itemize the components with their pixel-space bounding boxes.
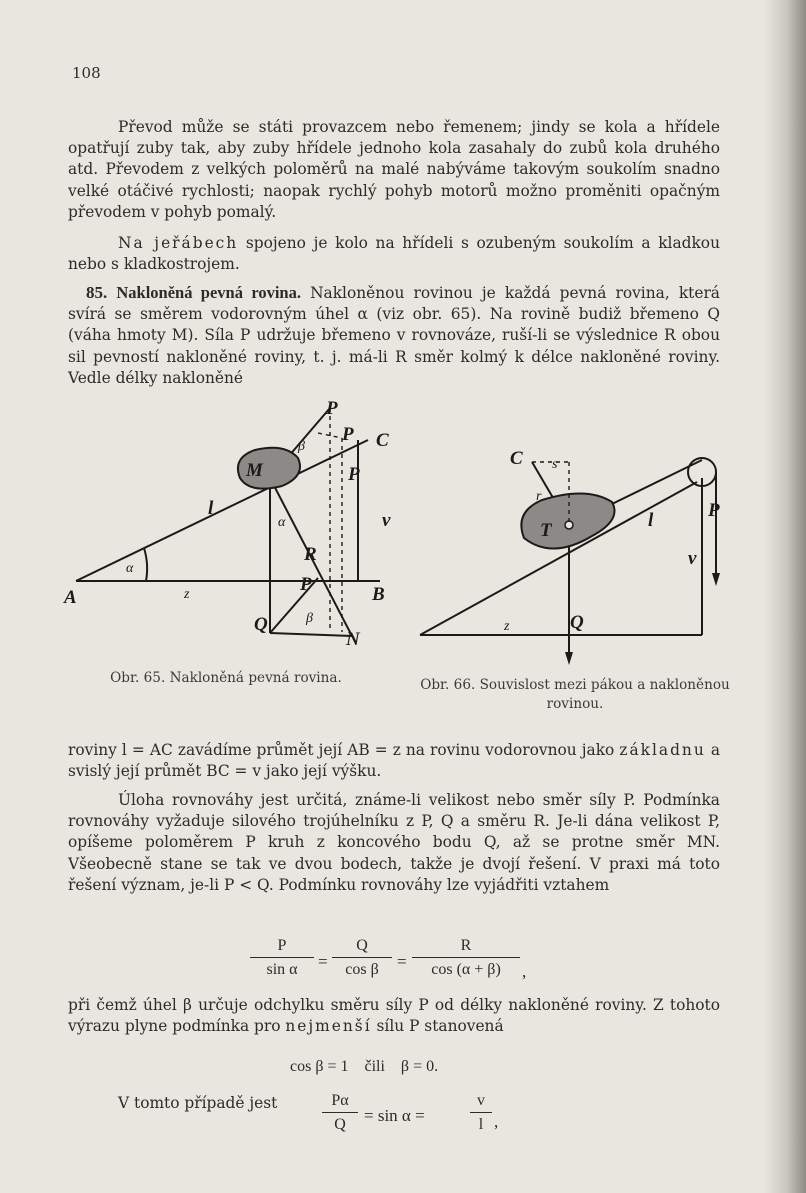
label-C: C — [510, 448, 523, 469]
section-number: 85. — [86, 283, 108, 302]
equation-3-lead: V tomto případě jest — [118, 1094, 278, 1112]
incline-line — [76, 440, 368, 581]
label-T: T — [540, 520, 552, 541]
frac-den: cos β — [345, 961, 379, 978]
label-A: A — [64, 587, 77, 608]
label-v: v — [688, 548, 697, 569]
page-edge-shadow — [764, 0, 806, 1193]
spaced-word-smallest: nejmenší — [285, 1017, 372, 1036]
frac-num: v — [470, 1092, 492, 1113]
fraction-R-cos — [412, 937, 520, 979]
arrow-Q — [565, 652, 573, 665]
fraction-v-l — [470, 1092, 492, 1134]
paragraph-projections — [68, 740, 720, 782]
label-B: B — [372, 584, 385, 605]
paragraph-projections-a: roviny l = AC zavádíme průmět její AB = z na rovinu vodorovnou jako — [68, 741, 620, 759]
paragraph-beta — [68, 995, 720, 1037]
arrow-P — [712, 573, 720, 586]
section-85-text: Nakloněnou rovinou je každá pevná rovina, která svírá se směrem vodorovným úhel α (viz obr. 65). Na rovině budiž břemeno Q (váha hmoty M). Síla P udržuje břemeno v rovnováze, ruší-li se výslednice R obou sil pevností nakloněné roviny, t. j. má-li R směr kolmý k délce nakloněné roviny. Vedle délky nakloněné — [68, 284, 720, 387]
label-P: P — [326, 398, 338, 419]
label-l: l — [648, 510, 654, 531]
caption-fig-65: Obr. 65. Nakloněná pevná rovina. — [110, 670, 342, 686]
paragraph-beta-a: při čemž úhel β určuje odchylku směru síly P od délky nakloněné roviny. Z tohoto výrazu plyne podmínka pro — [68, 996, 720, 1036]
frac-num: P — [250, 937, 314, 958]
fraction-P-sin — [250, 937, 314, 979]
label-z: z — [184, 587, 190, 602]
frac-den: cos (α + β) — [431, 961, 501, 978]
label-P-lower: P — [300, 574, 312, 595]
label-beta-2: β — [306, 611, 313, 626]
equation-2: cos β = 1 čili β = 0. — [290, 1058, 439, 1075]
label-P-sub-b: P — [348, 464, 360, 485]
frac-num: Pα — [322, 1092, 358, 1113]
paragraph-beta-b: sílu P stanovená — [371, 1017, 504, 1036]
triangle-base — [270, 633, 352, 636]
paragraph-gearing: Převod může se státi provazcem nebo řemenem; jindy se kola a hřídele opatřují zuby tak, aby zuby hřídele jednoho kola zasahaly do zubů kola druhého atd. Převodem z velkých poloměrů na malé nabýváme takovým soukolím snadno velké otáčivé rychlosti; naopak rychlý pohyb motorů možno proměniti opačným převodem v pohyb pomalý. — [68, 118, 720, 221]
label-M: M — [246, 460, 263, 481]
figure-65 — [60, 398, 400, 653]
frac-num: Q — [332, 937, 392, 958]
label-Q: Q — [570, 612, 584, 633]
label-R: R — [304, 544, 317, 565]
section-85 — [68, 282, 720, 389]
fraction-Q-cos — [332, 937, 392, 979]
frac-num: R — [412, 937, 520, 958]
fraction-Pa-Q — [322, 1092, 358, 1134]
label-P: P — [708, 500, 720, 521]
label-v: v — [382, 510, 391, 531]
frac-den: l — [478, 1116, 484, 1133]
label-s: s — [552, 457, 558, 472]
figure-66 — [412, 440, 732, 665]
label-beta: β — [298, 439, 305, 454]
caption-fig-66: Obr. 66. Souvislost mezi pákou a nakloněnou rovinou. — [420, 677, 730, 712]
label-alpha: α — [126, 561, 134, 576]
label-r: r — [536, 489, 542, 504]
alpha-arc — [144, 548, 147, 581]
figure-65-drawing — [60, 398, 400, 653]
equation-3-mid: = sin α = — [364, 1106, 425, 1125]
paragraph-cranes-rest: spojeno je kolo na hřídeli s ozubeným soukolím a kladkou nebo s kladkostrojem. — [68, 234, 720, 274]
equals-2: = — [397, 952, 407, 971]
label-C: C — [376, 430, 389, 451]
label-N: N — [346, 629, 360, 650]
comma-3: , — [494, 1112, 499, 1131]
paragraph-cranes — [68, 233, 720, 275]
label-z: z — [504, 619, 510, 634]
paragraph-equilibrium: Úloha rovnováhy jest určitá, známe-li velikost nebo směr síly P. Podmínka rovnováhy vyžaduje silového trojúhelníku z P, Q a směru R. Je-li dána velikost P, opíšeme poloměrem P kruh z koncového bodu Q, až se protne směr MN. Všeobecně stane se tak ve dvou bodech, takže je dvojí řešení. V praxi má toto řešení význam, je-li P < Q. Podmínku rovnováhy lze vyjádřiti vztahem — [68, 791, 720, 894]
spaced-word-cranes: Na jeřábech — [118, 234, 239, 252]
page-number: 108 — [72, 64, 101, 82]
equals-1: = — [318, 952, 328, 971]
spaced-word-base: základnu — [619, 741, 706, 759]
frac-den: Q — [334, 1116, 346, 1133]
label-l: l — [208, 498, 214, 519]
label-Q: Q — [254, 614, 268, 635]
comma-1: , — [522, 962, 527, 981]
figure-66-drawing — [412, 440, 732, 665]
section-title: Nakloněná pevná rovina. — [116, 283, 301, 302]
frac-den: sin α — [266, 961, 298, 978]
paragraph-projections-b: a svislý její průmět BC = v jako její výšku. — [68, 741, 720, 781]
center-point — [565, 521, 573, 529]
label-P-sub-a: P — [342, 424, 354, 445]
label-alpha-2: α — [278, 515, 286, 530]
